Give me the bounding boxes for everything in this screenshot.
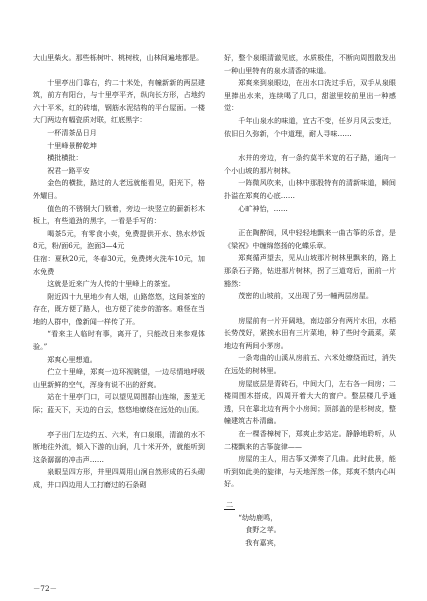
paragraph: 横批横批： bbox=[47, 153, 83, 163]
paragraph: 站在十里亭门口，可以望见周围群山连绵，葱茏无际；蓝天下，天边的白云，悠悠地缭绕在远处的山顶。 bbox=[33, 392, 205, 415]
paragraph: 大山里柴火。那些栎树叶、桃树枝，山林间遍地都是。 bbox=[33, 53, 204, 62]
paragraph: 喝茶5元，有零食小卖，免费提供开水、热水炒饭8元，粉/面6元，泡面3—4元 bbox=[33, 228, 205, 251]
paragraph: “幼幼鹿鸣， bbox=[238, 512, 278, 522]
paragraph: 十里亭出门靠右，约二十米处，有幢新新的两层建筑，前方有阳台，与十里亭平齐，纵向长方形，占地约六十平米，红的砖墙，钢筋水泥结构的平台屋面。一楼大门两边有幅瓷质对联，红底黑字： bbox=[33, 77, 205, 125]
paragraph: 这就是近来广为人传的十里峰上的茶室。 bbox=[47, 279, 175, 289]
paragraph: 郑爽来到泉眼边，在出水口洗过手后，双手从泉眼里捧出水来，连续喝了几口，甜滋里较前里出一种感觉： bbox=[224, 78, 396, 113]
paragraph: 祝君一路平安 bbox=[47, 165, 90, 175]
paragraph: 伫立十里峰，郑爽一边环视眺望，一边尽情地呼吸山里新鲜的空气，浑身有说不出的舒爽。 bbox=[33, 367, 205, 389]
paragraph: 郑爽循声望去，见从山坡那片树林里飘来的，路上那条石子路，钻进那片树林，拐了三道弯后，面前一片豁然： bbox=[224, 253, 396, 288]
paragraph: 住宿：夏秋20元，冬春30元，免费烤火洗车10元，加水免费 bbox=[33, 253, 205, 276]
paragraph: 茂密的山坡前，又出现了另一幢两层房屋。 bbox=[238, 291, 373, 301]
paragraph: 房屋的主人，用古筝又弹奏了几曲。此时此景，能听到如此美的旋律，与天地浑然一体，郑爽不禁内心叫好。 bbox=[224, 454, 396, 489]
paragraph: 一阵微风吹来，山林中那股特有的清新味道，瞬间扑溢在郑爽的心底…… bbox=[224, 178, 396, 200]
paragraph: 食野之苹。 bbox=[245, 525, 281, 535]
section-number-text: 二 bbox=[226, 500, 234, 509]
page-number: －72－ bbox=[33, 584, 57, 593]
paragraph: 房屋前有一片开阔地，南边部分有两片水田，水稻长势茂好，紧挨水田有三片菜地，种了些时令蔬菜，菜地边有两间小茅房。 bbox=[224, 315, 396, 350]
paragraph: 水井的旁边，有一条约莫半米宽的石子路，通向一个小山坡的那片树林。 bbox=[224, 153, 396, 175]
paragraph: 一杯清茶品日月 bbox=[47, 127, 97, 137]
paragraph: 心旷神怡，…… bbox=[238, 203, 288, 213]
paragraph: 值色的不锈钢大门锁着，旁边一块竖立的薪新杉木板上，有些道劲的黑字，一看是手写的： bbox=[33, 203, 205, 226]
paragraph: 一条弯曲的山溪从房前五、六米处缭绕而过，消失在远处的树林里。 bbox=[224, 353, 396, 376]
paragraph: 在一棵香樟树下，郑爽止步站定。静静地聆听，从二楼飘来的古筝旋律—— bbox=[224, 429, 396, 451]
paragraph: 正在陶醉间，风中轻轻地飘来一曲古筝的乐音，是《梁祝》中缠绵悠扬的化蝶乐章。 bbox=[224, 228, 396, 250]
paragraph: 亭子出门左边约五、六米，有口泉眼，清澈的水不断地往外流，倾入下游的山涧，几十米开外，就能听到这条潺潺的冲击声…… bbox=[33, 429, 205, 464]
paragraph: 金色的横批，路过的人老远就能看见，阳光下，格外耀目。 bbox=[33, 178, 205, 200]
paragraph: 泉眼呈四方形，井里四周用山涧自然形成的石头砌成，井口四边用人工打磨过的石条砌 bbox=[33, 467, 205, 489]
paragraph: 附近四十九里地少有人烟，山路悠悠，这间茶室的存在，既方便了路人，也方便了徒步的游客。难怪在当地的人群中，像新闻一样传了开。 bbox=[33, 291, 205, 326]
left-column bbox=[33, 52, 205, 492]
paragraph: 千年山泉水的味道，宜古不变，任岁月风云变迁，依旧日久弥新，个中道理，耐人寻味…… bbox=[224, 115, 396, 138]
section-number bbox=[224, 499, 396, 512]
paragraph: 好，整个泉眼清澈见底，水质极佳，不断向周围散发出一种山里特有的泉水清香的味道。 bbox=[224, 53, 396, 75]
paragraph: 十里峰景醉乾坤 bbox=[47, 140, 97, 150]
paragraph: 我有嘉宾， bbox=[245, 537, 281, 547]
right-column bbox=[224, 52, 396, 549]
paragraph: “看来主人临时有事，离开了，只能改日来参观体验。” bbox=[33, 329, 205, 352]
paragraph: 房屋底层是青砖石，中间大门，左右各一间房；二楼周围木搭成，四周开着大大的窗户。整层楼几乎通透，只在靠北边有两个小房间；顶部盖的是杉树皮，整幢建筑古朴清幽。 bbox=[224, 378, 396, 426]
paragraph: 郑爽心里想道。 bbox=[47, 354, 97, 364]
